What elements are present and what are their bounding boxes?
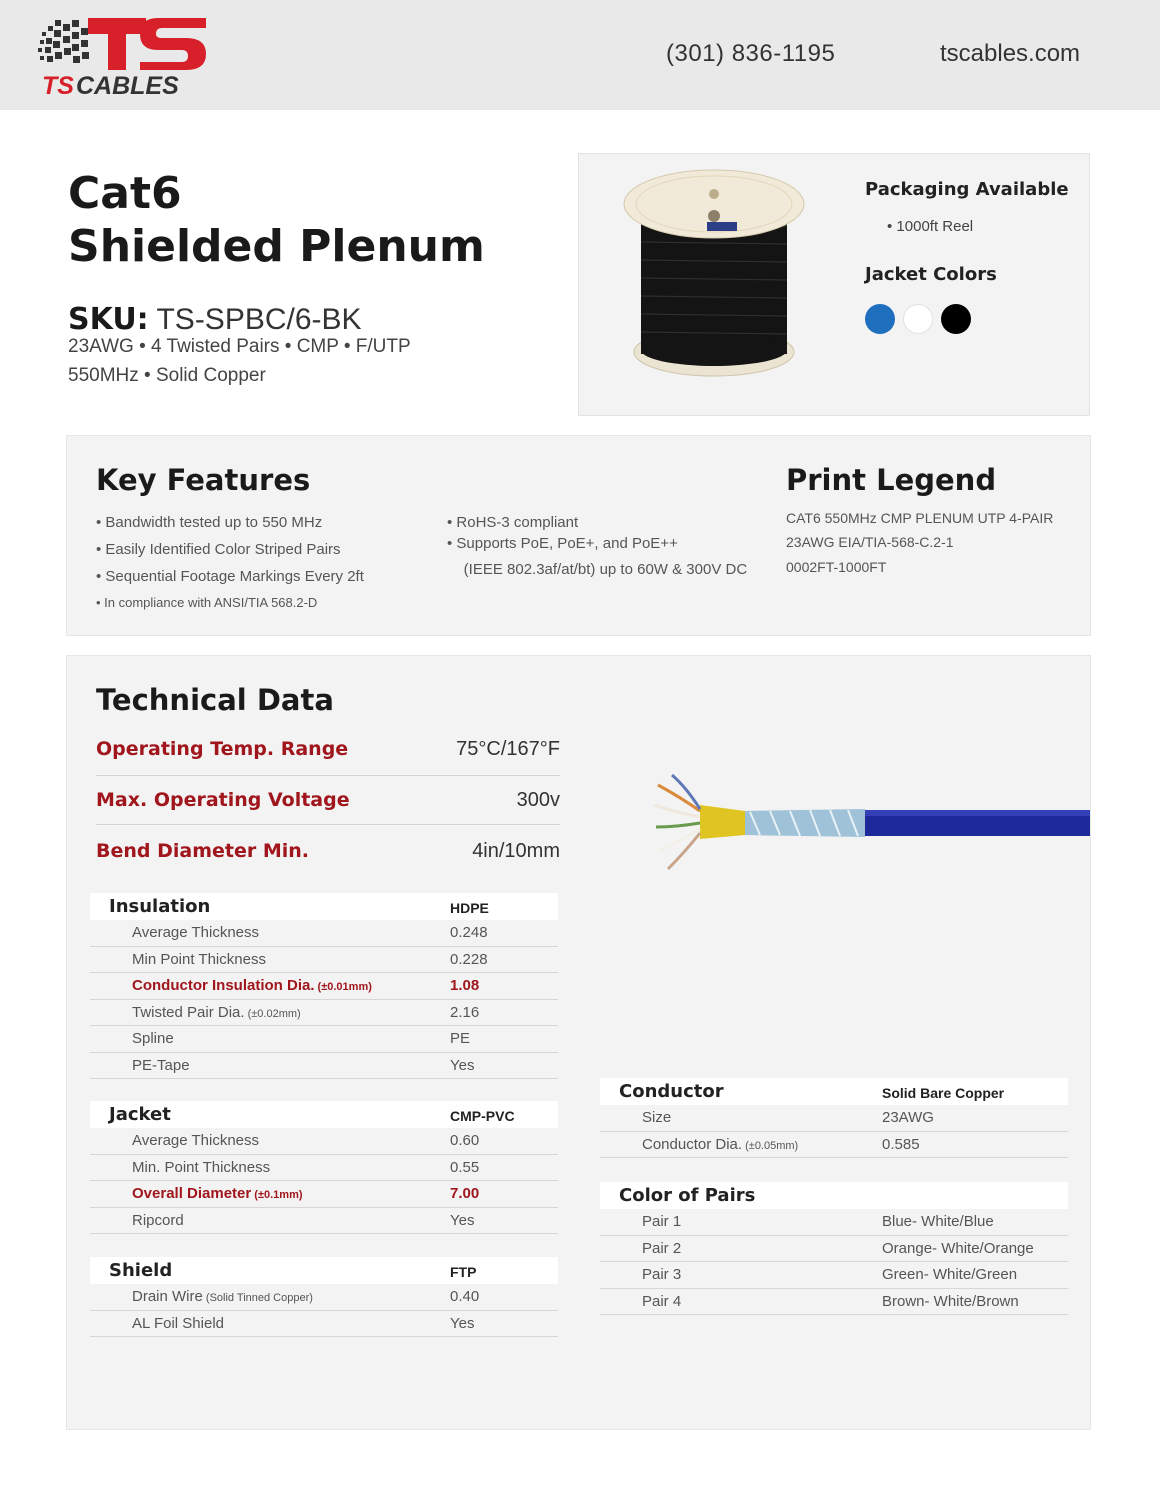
print-legend-line: CAT6 550MHz CMP PLENUM UTP 4-PAIR bbox=[786, 510, 1054, 526]
jacket-color-black[interactable] bbox=[941, 304, 971, 334]
table-row bbox=[90, 1000, 558, 1027]
packaging-heading: Packaging Available bbox=[865, 179, 1069, 200]
product-title-line1: Cat6 bbox=[68, 168, 182, 219]
operating-temp-row bbox=[96, 738, 560, 788]
row-value: 1.08 bbox=[450, 977, 480, 994]
spec-label: Max. Operating Voltage bbox=[96, 789, 350, 811]
table-title: Conductor bbox=[619, 1081, 724, 1102]
table-row bbox=[600, 1236, 1068, 1263]
divider bbox=[96, 775, 560, 776]
row-label: Pair 2 bbox=[642, 1239, 682, 1257]
bend-diameter-row bbox=[96, 840, 560, 890]
table-row bbox=[90, 1284, 558, 1311]
conductor-table bbox=[600, 1078, 1068, 1158]
row-value: 0.60 bbox=[450, 1132, 480, 1149]
jacket-colors-heading: Jacket Colors bbox=[865, 264, 997, 285]
table-row bbox=[90, 1128, 558, 1155]
row-value: 7.00 bbox=[450, 1185, 480, 1202]
table-row bbox=[90, 973, 558, 1000]
jacket-color-white[interactable] bbox=[903, 304, 933, 334]
row-label: Pair 1 bbox=[642, 1213, 682, 1230]
table-row bbox=[90, 1208, 558, 1235]
svg-text:CABLES: CABLES bbox=[76, 72, 179, 98]
sku-value: TS-SPBC/6-BK bbox=[156, 303, 362, 336]
row-value: 0.55 bbox=[450, 1158, 480, 1176]
technical-data-heading: Technical Data bbox=[96, 683, 334, 717]
row-label: Overall Diameter (±0.1mm) bbox=[132, 1185, 303, 1202]
sku bbox=[68, 302, 362, 337]
spec-line-2: 550MHz • Solid Copper bbox=[68, 365, 266, 386]
feature-item: • Bandwidth tested up to 550 MHz bbox=[96, 514, 323, 531]
table-title-value: FTP bbox=[450, 1264, 477, 1280]
spec-label: Bend Diameter Min. bbox=[96, 840, 310, 862]
row-label: Size bbox=[642, 1109, 672, 1126]
row-value: Brown- White/Brown bbox=[882, 1292, 1019, 1310]
table-row bbox=[90, 920, 558, 947]
row-label: Pair 4 bbox=[642, 1292, 682, 1310]
row-value: Yes bbox=[450, 1056, 475, 1074]
table-header bbox=[600, 1182, 1068, 1209]
row-label: Average Thickness bbox=[132, 1132, 260, 1149]
divider bbox=[96, 824, 560, 825]
row-label: Min. Point Thickness bbox=[132, 1158, 271, 1176]
table-row bbox=[90, 1311, 558, 1338]
row-tolerance-note: (±0.1mm) bbox=[251, 1189, 303, 1201]
row-value: 2.16 bbox=[450, 1003, 480, 1021]
row-label: Min Point Thickness bbox=[132, 950, 266, 968]
print-legend-line: 23AWG EIA/TIA-568-C.2-1 bbox=[786, 534, 954, 550]
table-title-value: HDPE bbox=[450, 900, 489, 916]
row-label: Spline bbox=[132, 1030, 174, 1047]
table-row bbox=[90, 1026, 558, 1053]
table-header bbox=[600, 1078, 1068, 1105]
row-label: Average Thickness bbox=[132, 924, 260, 941]
row-value: 0.40 bbox=[450, 1288, 480, 1305]
table-title: Jacket bbox=[109, 1104, 171, 1125]
spec-value: 300v bbox=[516, 789, 560, 811]
row-value: 23AWG bbox=[882, 1109, 934, 1126]
table-row bbox=[90, 1181, 558, 1208]
print-legend-line: 0002FT-1000FT bbox=[786, 559, 887, 575]
table-title-value: CMP-PVC bbox=[450, 1108, 515, 1124]
table-row bbox=[90, 1053, 558, 1080]
spec-label: Operating Temp. Range bbox=[96, 738, 349, 760]
spec-line-1: 23AWG • 4 Twisted Pairs • CMP • F/UTP bbox=[68, 336, 411, 357]
row-label: Ripcord bbox=[132, 1211, 184, 1229]
table-title: Color of Pairs bbox=[619, 1185, 756, 1206]
row-tolerance-note: (Solid Tinned Copper) bbox=[202, 1292, 313, 1304]
row-label: Conductor Insulation Dia. (±0.01mm) bbox=[132, 977, 372, 994]
row-tolerance-note: (±0.01mm) bbox=[314, 981, 372, 993]
row-value: 0.248 bbox=[450, 924, 488, 941]
operating-voltage-row bbox=[96, 789, 560, 839]
row-value: Blue- White/Blue bbox=[882, 1213, 994, 1230]
packaging-panel bbox=[578, 153, 1090, 416]
row-value: 0.585 bbox=[882, 1135, 920, 1153]
feature-item: • RoHS-3 compliant bbox=[447, 514, 579, 531]
table-title: Shield bbox=[109, 1260, 173, 1281]
table-header bbox=[90, 1101, 558, 1128]
shield-table bbox=[90, 1257, 558, 1337]
table-header bbox=[90, 1257, 558, 1284]
row-label: Pair 3 bbox=[642, 1266, 682, 1283]
cable-reel-image bbox=[619, 164, 809, 389]
row-value: PE bbox=[450, 1030, 471, 1047]
key-features-heading: Key Features bbox=[96, 463, 311, 497]
print-legend-heading: Print Legend bbox=[786, 463, 997, 497]
table-row bbox=[600, 1132, 1068, 1159]
page-header bbox=[0, 0, 1160, 110]
tscables-logo[interactable] bbox=[36, 14, 216, 98]
row-value: Yes bbox=[450, 1314, 475, 1332]
feature-item: (IEEE 802.3af/at/bt) up to 60W & 300V DC bbox=[447, 561, 748, 578]
table-row bbox=[90, 947, 558, 974]
row-value: Orange- White/Orange bbox=[882, 1239, 1034, 1257]
table-header bbox=[90, 893, 558, 920]
color-of-pairs-table bbox=[600, 1182, 1068, 1315]
row-label: PE-Tape bbox=[132, 1056, 190, 1074]
row-value: 0.228 bbox=[450, 950, 488, 968]
spec-value: 4in/10mm bbox=[472, 840, 560, 862]
row-label: Drain Wire (Solid Tinned Copper) bbox=[132, 1288, 313, 1305]
row-value: Green- White/Green bbox=[882, 1266, 1018, 1283]
row-label: Conductor Dia. (±0.05mm) bbox=[642, 1135, 799, 1153]
table-title: Insulation bbox=[109, 896, 211, 917]
table-row bbox=[600, 1105, 1068, 1132]
jacket-table bbox=[90, 1101, 558, 1234]
website-link[interactable]: tscables.com bbox=[940, 40, 1081, 67]
feature-item: • In compliance with ANSI/TIA 568.2-D bbox=[96, 595, 318, 610]
insulation-table bbox=[90, 893, 558, 1079]
table-row bbox=[600, 1262, 1068, 1289]
spec-value: 75°C/167°F bbox=[456, 738, 560, 760]
packaging-item: • 1000ft Reel bbox=[887, 218, 974, 235]
sku-label: SKU: bbox=[68, 302, 149, 337]
row-tolerance-note: (±0.05mm) bbox=[742, 1139, 799, 1152]
svg-text:TS: TS bbox=[42, 72, 74, 98]
feature-item: • Easily Identified Color Striped Pairs bbox=[96, 541, 341, 558]
jacket-color-blue[interactable] bbox=[865, 304, 895, 334]
feature-item: • Supports PoE, PoE+, and PoE++ bbox=[447, 535, 678, 552]
row-tolerance-note: (±0.02mm) bbox=[244, 1007, 301, 1020]
table-title-value: Solid Bare Copper bbox=[882, 1085, 1005, 1101]
row-label: AL Foil Shield bbox=[132, 1314, 224, 1332]
table-row bbox=[600, 1209, 1068, 1236]
shielded-cable-image bbox=[650, 765, 1090, 890]
row-label: Twisted Pair Dia. (±0.02mm) bbox=[132, 1003, 301, 1021]
product-title-line2: Shielded Plenum bbox=[68, 221, 485, 272]
table-row bbox=[600, 1289, 1068, 1316]
row-value: Yes bbox=[450, 1211, 475, 1229]
phone-number[interactable]: (301) 836-1195 bbox=[666, 40, 836, 67]
table-row bbox=[90, 1155, 558, 1182]
feature-item: • Sequential Footage Markings Every 2ft bbox=[96, 568, 364, 585]
